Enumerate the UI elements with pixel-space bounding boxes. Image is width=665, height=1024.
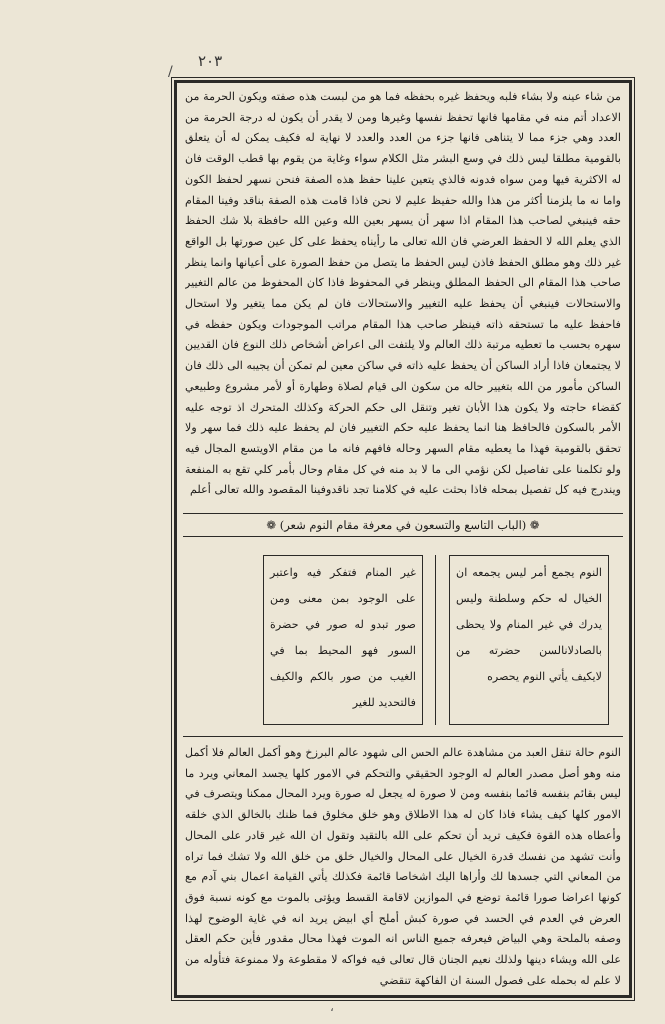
bottom-mark: ، xyxy=(330,1000,334,1014)
main-text-block-top: من شاء عينه ولا بشاء فلبه ويحفظ غيره بحفظه فما هو من لبست هذه صفته ويكون الحرمة من الاعداد أتم منه في مقامها فانها تحفظ نفسها وغيرها ومن لا يقدر أن يكون له درجة الحرمة من العدد وهي جزء مما لا يتناهى فانها جزء من العدد والعدد لا نهاية له فكيف يمكن له أن يتعلق بالقومية مطلقا ليس ذلك في وسع البشر مثل الكلام سواء وغاية من يقوم بها قطب الوقت فان له الاكثرية فيها ومن سواه فدونه فالذي يتعين علينا حفظ هذه الصفة فنحن نسهر لحفظ الكون واما نه ما يلزمنا أكثر من هذا والله حفيظ عليم لا نحن فاذا قامت هذه الصفة بناقد وفينا المقام حقه فينبغي لصاحب هذا المقام اذا سهر أن يسهر بعين الله وعين الله حافظة بلا شك الحفظ الذي يعلم الله لا الحفظ العرضي فان الله تعالى ما رأيناه يحفظ على كل عين صورتها بل الواقع غير ذلك وهو مطلق الحفظ فاذن ليس الحفظ ما يتصل من حفظ الصورة على أعيانها وانما ينظر صاحب هذا المقام الى الحفظ المطلق وينظر في المحفوظ فاذا كان المحفوظ من عالم التغيير والاستحالات فينبغي أن يحفظ عليه التغيير والاستحالات فان لم يكن مما يتغير ولا استحال فاحفظ عليه ما تستحقه ذاته فينظر صاحب هذا المقام مراتب الموجودات ويكون حفظه في سهره بحسب ما تعطيه مرتبة ذلك العالم ولا يلتفت الى اعراض أشخاص ذلك النوع فان القديين لا يجتمعان فاذا أراد الساكن أن يحفظ عليه ذاته في ساكن معين لم تمكن أن يجيبه الى ذلك فان الساكن مأمور من الله بتغيير حاله من سكون الى قيام لصلاة وطهارة أو لأمر مشروع وطبيعي كقضاء حاجته ولا يكون هذا الأبان تغير وتنقل الى حكم الحركة وكذلك المتحرك اذ توجه عليه الأمر بالسكون فالحافظ هنا انما يحفظ عليه حكم التغيير فان لم يحفظ عليه ذلك فما سهر ولا تحقق بالقومية فهذا ما يعطيه مقام السهر وحاله فافهم فانه ما من مقام الاويتسع المجال فيه ولو تكلمنا على تفاصيل لكن نؤمي الى ما لا بد منه في كل مقام وحال بأمر كلي تقع به المنفعة ويندرج فيه كل تفصيل بمحله فاذا بحثت عليه في كلامنا تجد ناقدوفينا المقصود والله تعالى أعلم xyxy=(185,90,621,497)
chapter-heading: ❁ (الباب التاسع والتسعون في معرفة مقام النوم شعر) ❁ xyxy=(183,513,623,537)
main-text-block-bottom: النوم حالة تنقل العبد من مشاهدة عالم الحس الى شهود عالم البرزخ وهو أكمل العالم فلا أكمل منه وهو أصل مصدر العالم له الوجود الحقيقي والتحكم في الامور كلها يجسد المعاني ويرد ما ليس بقائم بنفسه قائما بنفسه ومن لا صورة له يجعل له صورة ويرد المحال ممكنا ويتصرف في الامور كلها كيف يشاء فاذا كان له هذا الاطلاق وهو خلق مخلوق فما ظنك بالخالق الذي خلقه وأعطاه هذه القوة فكيف تريد أن تحكم على الله بالتقيد وتقول ان الله غير قادر على المحال وأنت تشهد من نفسك قدرة الخيال على المحال والخيال خلق من خلق الله ولا تشك فما تراه من المعاني التي جسدها لك وأراها اليك اشخاصا قائمة فكذلك يأتي القيامة اعمال بني آدم مع كونها اعراضا صورا قائمة توضع في الموازين لاقامة القسط ويؤتى بالموت مع كونه نسبة فوق العرض في العدم في الحسد في صورة كبش أملح أي ابيض يريد انه في غاية الوضوح لهذا وصفه بالملحة وهي البياض فيعرفه جميع الناس انه الموت فهذا محال مقدور فأين حكم العقل على الله ويشاء دينها ولذلك نعيم الجنان قال تعالى فيه فواكه لا مقطوعة ولا ممنوعة فتأوله من لا علم له بحمله على فصول السنة ان الفاكهة تنقضي xyxy=(185,746,621,987)
poem-divider xyxy=(435,555,436,725)
poem-column-right: النوم يجمع أمر ليس يجمعه ان الخيال له حكم وسلطنة وليس يدرك في غير المنام ولا يحظى بالصادلانالسن حضرته من لايكيف يأتي النوم يحصره xyxy=(449,555,609,725)
margin-mark: / xyxy=(168,64,173,80)
poem-area xyxy=(183,541,623,737)
page-number: ٢٠٣ xyxy=(198,52,223,70)
poem-column-left: غير المنام فتفكر فيه واعتبر على الوجود بمن معنى ومن صور تبدو له صور في حضرة السور فهو المحيط بما في الغيب من صور بالكم والكيف فالتحديد للغير xyxy=(263,555,423,725)
text-frame xyxy=(174,80,632,998)
